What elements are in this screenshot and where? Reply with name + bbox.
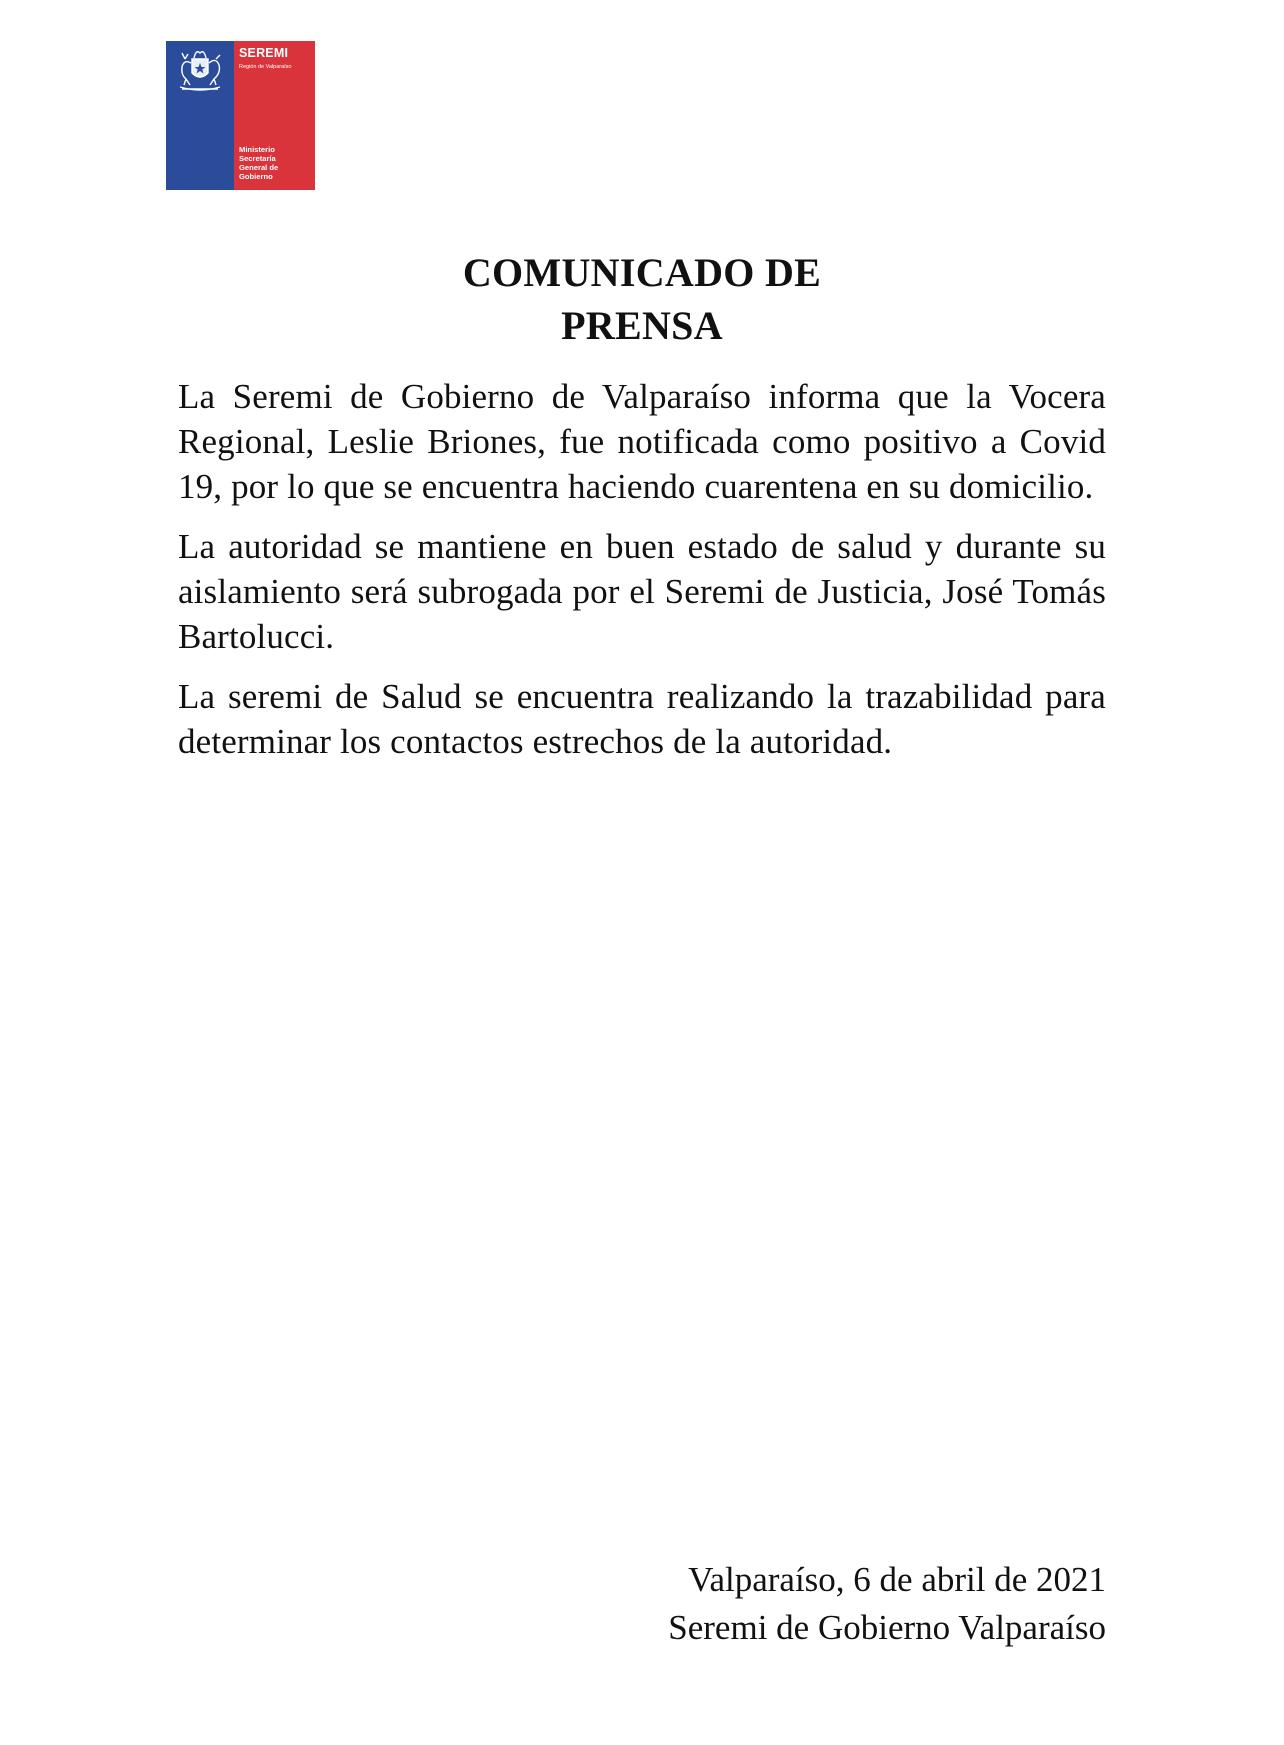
body-paragraph: La seremi de Salud se encuentra realizando la trazabilidad para determinar los contactos estrechos de la autoridad.	[178, 677, 1106, 761]
seremi-logo	[166, 41, 315, 190]
document-title	[0, 246, 1284, 352]
logo-ministry-line: Ministerio	[239, 145, 275, 154]
signature-block	[668, 1556, 1106, 1652]
logo-red-panel	[234, 41, 315, 190]
signature-place-date: Valparaíso, 6 de abril de 2021	[688, 1560, 1106, 1599]
logo-blue-panel	[166, 41, 234, 190]
logo-brand: SEREMI	[239, 46, 289, 60]
document-title-line: COMUNICADO DE	[462, 250, 822, 295]
logo-ministry-line: General de	[239, 163, 279, 172]
logo-ministry-line: Secretaría	[239, 154, 276, 163]
body-paragraph: La autoridad se mantiene en buen estado de salud y durante su aislamiento será subrogada por el Seremi de Justicia, José Tomás Bartolucci.	[178, 527, 1106, 656]
logo-ministry-line: Gobierno	[239, 172, 273, 181]
logo-ministry	[239, 145, 278, 181]
signature-issuer: Seremi de Gobierno Valparaíso	[668, 1608, 1106, 1647]
logo-region: Región de Valparaíso	[239, 64, 292, 70]
press-release-body	[178, 374, 1106, 779]
body-paragraph: La Seremi de Gobierno de Valparaíso informa que la Vocera Regional, Leslie Briones, fue notificada como positivo a Covid 19, por lo que se encuentra haciendo cuarentena en su domicilio.	[178, 377, 1106, 506]
document-title-line: PRENSA	[561, 303, 723, 348]
coat-of-arms-icon	[172, 45, 228, 93]
